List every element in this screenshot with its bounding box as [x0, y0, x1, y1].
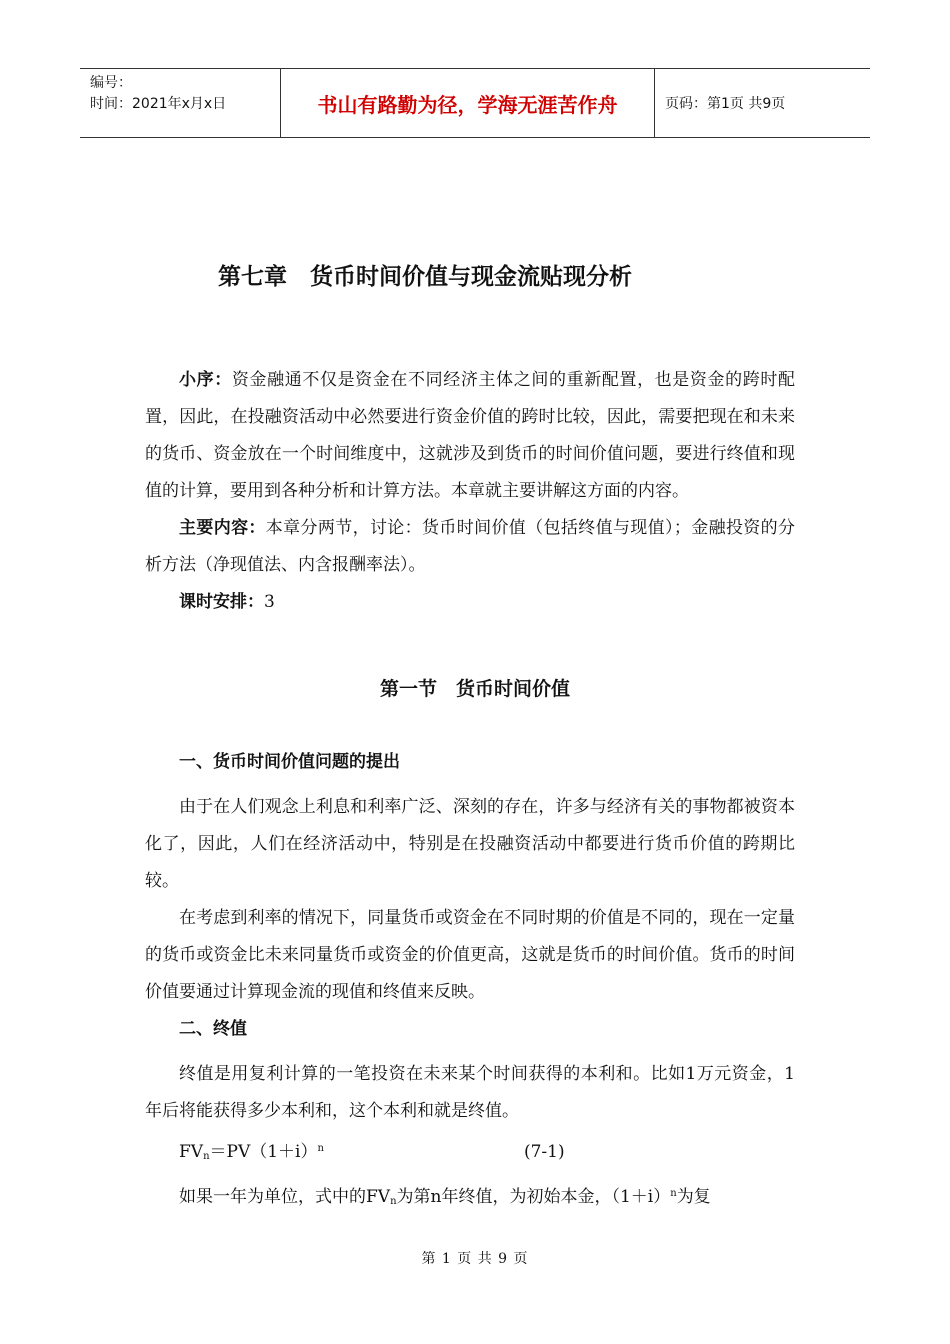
section-body: [145, 744, 795, 1220]
subsection-1-paragraph-1: 由于在人们观念上利息和利率广泛、深刻的存在，许多与经济有关的事物都被资本化了，因此，人们在经济活动中，特别是在投融资活动中都要进行货币价值的跨期比较。: [145, 797, 795, 891]
formula-lhs-subscript: n: [203, 1151, 210, 1162]
header-meta: [80, 69, 281, 137]
explanation-subscript: n: [390, 1196, 397, 1207]
subsection-1-paragraph-2: 在考虑到利率的情况下，同量货币或资金在不同时期的价值是不同的，现在一定量的货币或资金比未来同量货币或资金的价值更高，这就是货币的时间价值。货币的时间价值要通过计算现金流的现值和终值来反映。: [145, 908, 795, 1002]
explanation-part-1: 如果一年为单位，式中的FV: [179, 1187, 391, 1207]
subsection-1-title: 一、货币时间价值问题的提出: [179, 752, 400, 772]
header-motto: 书山有路勤为径，学海无涯苦作舟: [281, 69, 655, 137]
explanation-part-3: 为复: [676, 1187, 711, 1207]
main-content-label: 主要内容：: [179, 518, 266, 538]
class-hours-value: 3: [264, 592, 275, 612]
formula-rhs: ＝PV（1＋i）: [209, 1142, 318, 1162]
class-hours-paragraph: [145, 584, 795, 621]
number-label: 编号：: [90, 75, 132, 91]
time-label: 时间：2021年x月x日: [90, 96, 227, 112]
preface-text: 资金融通不仅是资金在不同经济主体之间的重新配置，也是资金的跨时配置，因此，在投融资活动中必然要进行资金价值的跨时比较，因此，需要把现在和未来的货币、资金放在一个时间维度中，这就涉及到货币的时间价值问题，要进行终值和现值的计算，要用到各种分析和计算方法。本章就主要讲解这方面的内容。: [145, 370, 796, 501]
class-hours-label: 课时安排：: [179, 592, 264, 612]
section-title: 第一节 货币时间价值: [379, 678, 570, 700]
header-table: [80, 68, 870, 138]
formula-explanation: [145, 1175, 795, 1220]
formula-number: (7-1): [523, 1142, 565, 1162]
main-content-paragraph: [145, 510, 795, 584]
formula-rhs-superscript: n: [317, 1143, 324, 1154]
chapter-title: 第七章 货币时间价值与现金流贴现分析: [218, 264, 632, 290]
explanation-superscript: n: [670, 1188, 677, 1199]
formula-7-1: [145, 1130, 795, 1175]
main-content-text: 本章分两节，讨论：货币时间价值（包括终值与现值）；金融投资的分析方法（净现值法、内含报酬率法）。: [145, 518, 796, 575]
explanation-part-2: 为第n年终值，为初始本金，（1＋i）: [396, 1187, 671, 1207]
intro-block: [145, 362, 795, 621]
subsection-2-paragraph: 终值是用复利计算的一笔投资在未来某个时间获得的本利和。比如1万元资金，1年后将能获得多少本利和，这个本利和就是终值。: [145, 1064, 795, 1121]
preface-label: 小序：: [179, 370, 232, 390]
subsection-2-title: 二、终值: [179, 1019, 247, 1039]
page-footer: 第 1 页 共 9 页: [421, 1251, 529, 1267]
header-page-info: 页码：第1页 共9页: [665, 96, 786, 112]
preface-paragraph: [145, 362, 795, 510]
formula-lhs: FV: [179, 1142, 204, 1162]
